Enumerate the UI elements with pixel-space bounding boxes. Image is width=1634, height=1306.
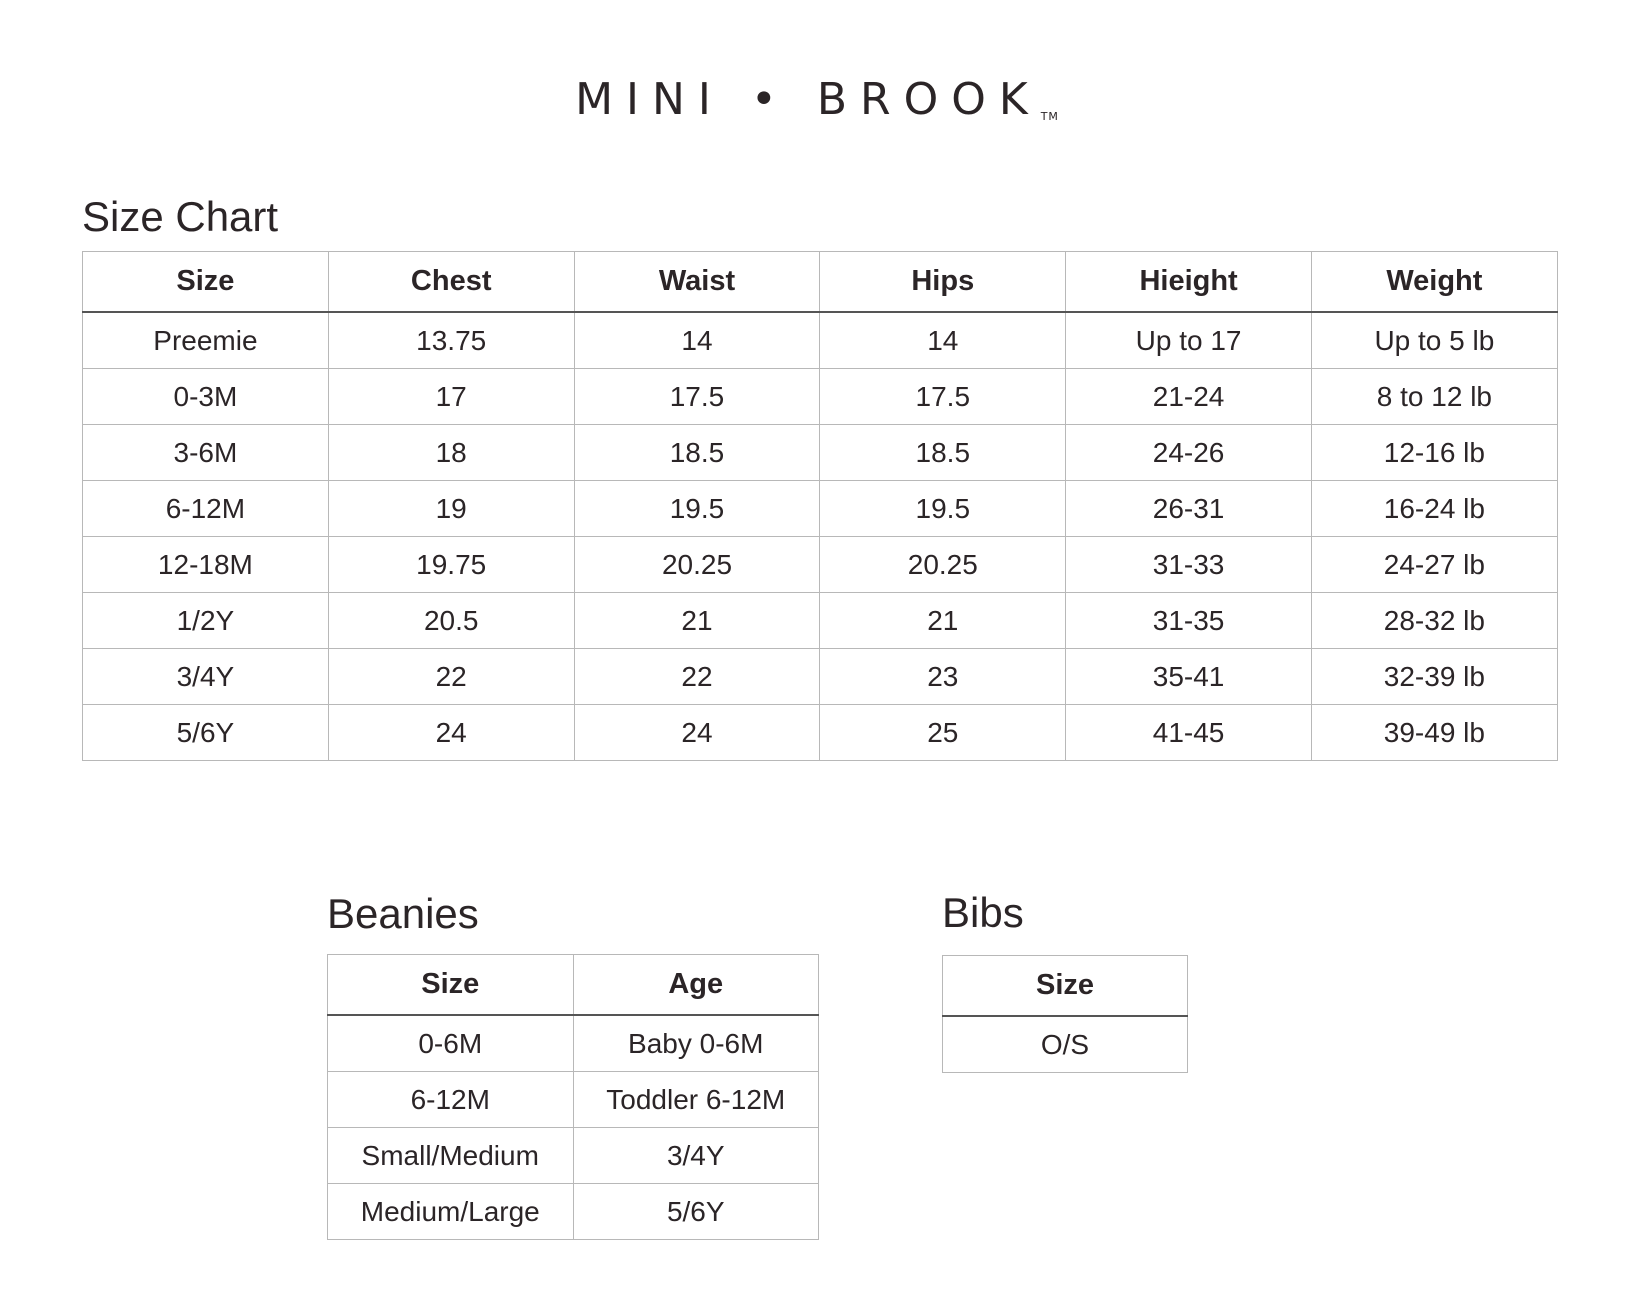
table-cell: O/S bbox=[943, 1016, 1188, 1073]
beanies-title: Beanies bbox=[327, 890, 479, 937]
table-cell: 31-33 bbox=[1066, 537, 1312, 593]
table-row bbox=[328, 1184, 819, 1240]
table-cell: 19.5 bbox=[574, 481, 820, 537]
table-cell: 25 bbox=[820, 705, 1066, 761]
table-cell: 19.75 bbox=[328, 537, 574, 593]
table-cell: 21 bbox=[574, 593, 820, 649]
table-cell: Preemie bbox=[83, 312, 329, 369]
table-cell: 12-18M bbox=[83, 537, 329, 593]
table-cell: 20.25 bbox=[574, 537, 820, 593]
bibs-table bbox=[942, 955, 1188, 1073]
table-row bbox=[83, 537, 1558, 593]
trademark-symbol: TM bbox=[1040, 110, 1059, 123]
table-cell: 17.5 bbox=[574, 369, 820, 425]
table-cell: 0-3M bbox=[83, 369, 329, 425]
table-cell: 35-41 bbox=[1066, 649, 1312, 705]
table-row bbox=[83, 705, 1558, 761]
column-header-waist: Waist bbox=[574, 252, 820, 313]
size-chart-title: Size Chart bbox=[82, 193, 279, 240]
table-cell: 39-49 lb bbox=[1311, 705, 1557, 761]
table-cell: 28-32 lb bbox=[1311, 593, 1557, 649]
table-cell: 3/4Y bbox=[573, 1128, 819, 1184]
brand-logo-text: MINI • BROOK bbox=[575, 74, 1041, 125]
beanies-header-row bbox=[328, 955, 819, 1016]
table-cell: 23 bbox=[820, 649, 1066, 705]
table-cell: Up to 5 lb bbox=[1311, 312, 1557, 369]
column-header-chest: Chest bbox=[328, 252, 574, 313]
bibs-title: Bibs bbox=[942, 889, 1024, 936]
table-cell: 0-6M bbox=[328, 1015, 574, 1072]
size-chart-table bbox=[82, 251, 1558, 761]
table-cell: 18.5 bbox=[820, 425, 1066, 481]
table-cell: 31-35 bbox=[1066, 593, 1312, 649]
column-header-size: Size bbox=[943, 956, 1188, 1017]
table-cell: Medium/Large bbox=[328, 1184, 574, 1240]
column-header-size: Size bbox=[328, 955, 574, 1016]
table-cell: 21 bbox=[820, 593, 1066, 649]
table-row bbox=[83, 425, 1558, 481]
table-cell: 14 bbox=[574, 312, 820, 369]
table-cell: 3-6M bbox=[83, 425, 329, 481]
beanies-table bbox=[327, 954, 819, 1240]
size-chart-header-row bbox=[83, 252, 1558, 313]
table-cell: 5/6Y bbox=[573, 1184, 819, 1240]
column-header-height: Hieight bbox=[1066, 252, 1312, 313]
table-row bbox=[83, 593, 1558, 649]
column-header-age: Age bbox=[573, 955, 819, 1016]
table-cell: 41-45 bbox=[1066, 705, 1312, 761]
table-cell: 14 bbox=[820, 312, 1066, 369]
table-cell: 20.25 bbox=[820, 537, 1066, 593]
table-row bbox=[83, 312, 1558, 369]
table-cell: 17.5 bbox=[820, 369, 1066, 425]
table-cell: 3/4Y bbox=[83, 649, 329, 705]
column-header-size: Size bbox=[83, 252, 329, 313]
table-cell: 13.75 bbox=[328, 312, 574, 369]
column-header-weight: Weight bbox=[1311, 252, 1557, 313]
table-row bbox=[328, 1015, 819, 1072]
table-cell: Small/Medium bbox=[328, 1128, 574, 1184]
table-cell: 5/6Y bbox=[83, 705, 329, 761]
table-cell: 24-26 bbox=[1066, 425, 1312, 481]
table-cell: 19 bbox=[328, 481, 574, 537]
table-cell: Toddler 6-12M bbox=[573, 1072, 819, 1128]
table-cell: 24 bbox=[574, 705, 820, 761]
table-cell: 20.5 bbox=[328, 593, 574, 649]
table-cell: 6-12M bbox=[328, 1072, 574, 1128]
table-row bbox=[83, 369, 1558, 425]
table-row bbox=[328, 1072, 819, 1128]
table-cell: 16-24 lb bbox=[1311, 481, 1557, 537]
table-cell: 17 bbox=[328, 369, 574, 425]
table-cell: Up to 17 bbox=[1066, 312, 1312, 369]
table-cell: 6-12M bbox=[83, 481, 329, 537]
table-cell: 21-24 bbox=[1066, 369, 1312, 425]
table-cell: 12-16 lb bbox=[1311, 425, 1557, 481]
table-row bbox=[83, 481, 1558, 537]
table-cell: 19.5 bbox=[820, 481, 1066, 537]
table-cell: 18 bbox=[328, 425, 574, 481]
table-cell: 24 bbox=[328, 705, 574, 761]
table-row bbox=[328, 1128, 819, 1184]
table-cell: 1/2Y bbox=[83, 593, 329, 649]
table-cell: Baby 0-6M bbox=[573, 1015, 819, 1072]
brand-logo bbox=[0, 72, 1634, 145]
table-cell: 22 bbox=[328, 649, 574, 705]
table-cell: 32-39 lb bbox=[1311, 649, 1557, 705]
table-cell: 26-31 bbox=[1066, 481, 1312, 537]
bibs-header-row bbox=[943, 956, 1188, 1017]
table-cell: 22 bbox=[574, 649, 820, 705]
table-cell: 24-27 lb bbox=[1311, 537, 1557, 593]
table-cell: 8 to 12 lb bbox=[1311, 369, 1557, 425]
table-cell: 18.5 bbox=[574, 425, 820, 481]
table-row bbox=[943, 1016, 1188, 1073]
table-row bbox=[83, 649, 1558, 705]
column-header-hips: Hips bbox=[820, 252, 1066, 313]
